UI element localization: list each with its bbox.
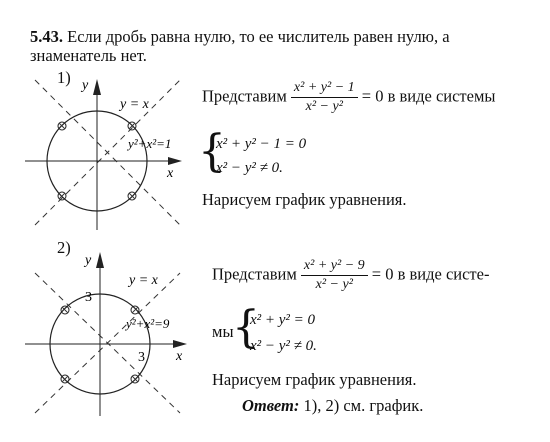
part2-fraction [301, 258, 368, 293]
part1-represent-word: Представим [202, 86, 287, 106]
part2-system-brace: { [232, 302, 260, 353]
part1-y-label: y [82, 78, 89, 93]
part1-circle-label: y²+x²=1 [128, 136, 172, 151]
part1-x-label: x [167, 166, 174, 181]
part2-represent-line [212, 258, 489, 293]
answer-label: Ответ: [242, 396, 300, 415]
part2-equals: = 0 [371, 264, 394, 284]
part2-x-label: x [176, 349, 183, 364]
part2-y-arrow [96, 252, 104, 268]
problem-statement-line2: знаменатель нет. [30, 46, 147, 65]
part1-fraction [291, 80, 358, 115]
part2-y-label: y [85, 253, 92, 268]
part1-equals: = 0 [361, 86, 384, 106]
part1-draw-graph: Нарисуем график уравнения. [202, 190, 407, 209]
part2-fraction-den: x² − y² [315, 277, 353, 292]
part2-fraction-num: x² + y² − 9 [303, 258, 365, 273]
part1-represent-line [202, 80, 496, 115]
part2-as-system: в виде систе- [397, 264, 490, 284]
part1-line-label: y = x [120, 97, 149, 112]
problem-statement-line1 [30, 27, 450, 47]
problem-text-1: Если дробь равна нулю, то ее числитель равен нулю, а [67, 27, 450, 46]
part1-diagonal-pos [35, 80, 180, 225]
part1-y-arrow [93, 79, 101, 95]
answer-text: 1), 2) см. график. [303, 396, 424, 415]
part2-system-eq2: x² − y² ≠ 0. [250, 338, 317, 354]
part2-radius-x: 3 [138, 350, 145, 365]
part1-system-brace: { [198, 126, 226, 177]
part2-line-label: y = x [129, 273, 158, 288]
part1-as-system: в виде системы [387, 86, 496, 106]
part2-draw-graph: Нарисуем график уравнения. [212, 370, 417, 389]
part1-system-eq1: x² + y² − 1 = 0 [216, 136, 307, 152]
part2-represent-word: Представим [212, 264, 297, 284]
part1-system-eq2: x² − y² ≠ 0. [216, 160, 283, 176]
answer-line [242, 396, 423, 416]
part2-circle-label: y²+x²=9 [126, 316, 170, 331]
part1-label: 1) [57, 68, 71, 87]
part2-system-prefix: мы [212, 322, 234, 341]
problem-number: 5.43. [30, 27, 63, 46]
part1-x-arrow [168, 157, 182, 165]
part1-graph [20, 75, 190, 235]
part1-fraction-num: x² + y² − 1 [293, 80, 355, 95]
part2-system-eq1: x² + y² = 0 [250, 312, 316, 328]
part2-graph [20, 248, 195, 418]
part2-radius-y: 3 [85, 290, 92, 305]
part2-label: 2) [57, 238, 71, 257]
part2-x-arrow [173, 340, 187, 348]
part1-fraction-den: x² − y² [305, 99, 343, 114]
